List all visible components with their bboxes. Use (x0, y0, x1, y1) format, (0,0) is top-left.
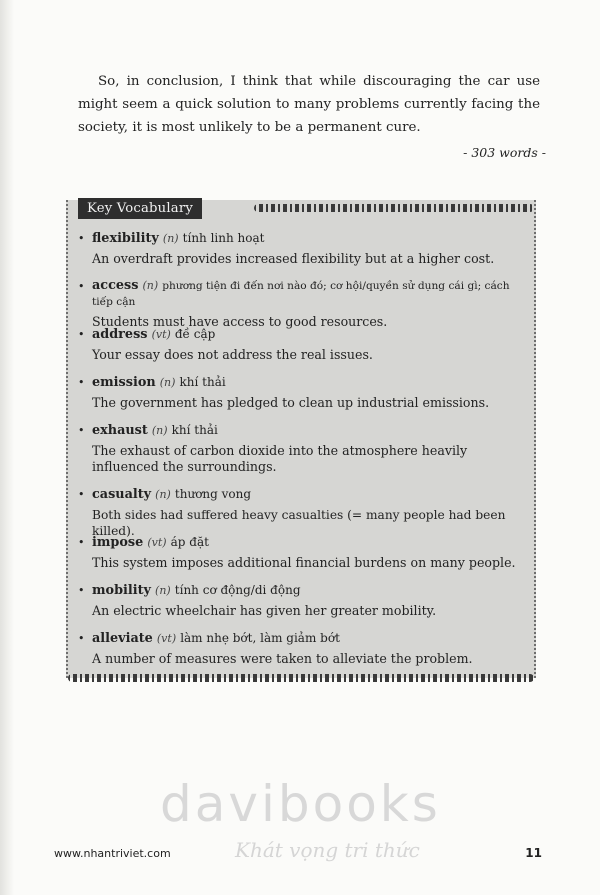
part-of-speech: (n) (162, 232, 179, 245)
page-number: 11 (525, 846, 542, 860)
part-of-speech: (vt) (151, 328, 171, 341)
vocab-meaning: khí thải (179, 375, 226, 389)
vocab-entry (78, 230, 524, 278)
bullet-icon: • (78, 280, 85, 293)
vocab-entry (78, 582, 524, 630)
part-of-speech: (n) (142, 279, 159, 292)
vocab-word: access (92, 278, 139, 293)
vocab-word: flexibility (92, 231, 159, 246)
vocab-entry (78, 422, 524, 486)
vocab-entry (78, 326, 524, 374)
vocab-meaning: tính linh hoạt (182, 231, 265, 245)
vocab-title: Key Vocabulary (78, 198, 202, 219)
vocab-word: exhaust (92, 423, 148, 438)
watermark-slogan: Khát vọng tri thức (235, 838, 420, 862)
part-of-speech: (n) (151, 424, 168, 437)
part-of-speech: (n) (155, 584, 171, 597)
bullet-icon: • (78, 376, 85, 389)
bullet-icon: • (78, 488, 85, 501)
vocab-meaning: thương vong (174, 487, 252, 501)
vocab-meaning: khí thải (171, 423, 218, 437)
vocab-meaning: phương tiện đi đến nơi nào đó; cơ hội/quyền sử dụng cái gì; cách tiếp cận (92, 280, 510, 308)
page-edge-shadow (0, 0, 14, 895)
vocab-word: emission (92, 375, 156, 390)
vocab-meaning: áp đặt (170, 535, 209, 549)
vocab-list (78, 230, 524, 678)
vocab-word: impose (92, 535, 144, 550)
vocab-word: casualty (92, 487, 152, 502)
vocab-example: A number of measures were taken to alleviate the problem. (92, 651, 473, 666)
vocab-example: Students must have access to good resources. (92, 314, 388, 329)
conclusion-paragraph: So, in conclusion, I think that while discouraging the car use might seem a quick solution to many problems currently facing the society, it is most unlikely to be a permanent cure. (78, 74, 540, 135)
bullet-icon: • (78, 584, 85, 597)
vocab-entry (78, 486, 524, 538)
vocab-example: The government has pledged to clean up industrial emissions. (92, 395, 490, 410)
vocab-entry (78, 374, 524, 422)
vocab-meaning: đề cập (174, 327, 216, 341)
part-of-speech: (vt) (156, 632, 177, 645)
word-count: - 303 words - (463, 145, 546, 160)
watermark-brand: davibooks (160, 775, 441, 833)
ornament-border-top (254, 204, 534, 212)
bullet-icon: • (78, 328, 85, 341)
footer-url: www.nhantriviet.com (54, 847, 171, 860)
vocab-entry (78, 534, 524, 582)
part-of-speech: (vt) (147, 536, 167, 549)
bullet-icon: • (78, 632, 85, 645)
vocab-meaning: làm nhẹ bớt, làm giảm bớt (180, 631, 340, 645)
bullet-icon: • (78, 424, 85, 437)
vocab-word: mobility (92, 583, 151, 598)
bullet-icon: • (78, 232, 85, 245)
vocab-meaning: tính cơ động/di động (174, 583, 301, 597)
vocab-entry (78, 278, 524, 329)
vocab-word: address (92, 327, 148, 342)
vocab-word: alleviate (92, 631, 153, 646)
part-of-speech: (n) (155, 488, 171, 501)
vocab-example: Your essay does not address the real issues. (92, 347, 373, 362)
vocab-example: The exhaust of carbon dioxide into the atmosphere heavily influenced the surroundings. (92, 443, 468, 474)
part-of-speech: (n) (159, 376, 176, 389)
key-vocabulary-box (66, 200, 536, 678)
vocab-example: An electric wheelchair has given her greater mobility. (92, 603, 437, 618)
bullet-icon: • (78, 536, 85, 549)
vocab-example: Both sides had suffered heavy casualties (= many people had been killed). (92, 508, 506, 538)
vocab-example: This system imposes additional financial burdens on many people. (92, 555, 516, 570)
vocab-entry (78, 630, 524, 678)
vocab-example: An overdraft provides increased flexibility but at a higher cost. (92, 251, 495, 266)
